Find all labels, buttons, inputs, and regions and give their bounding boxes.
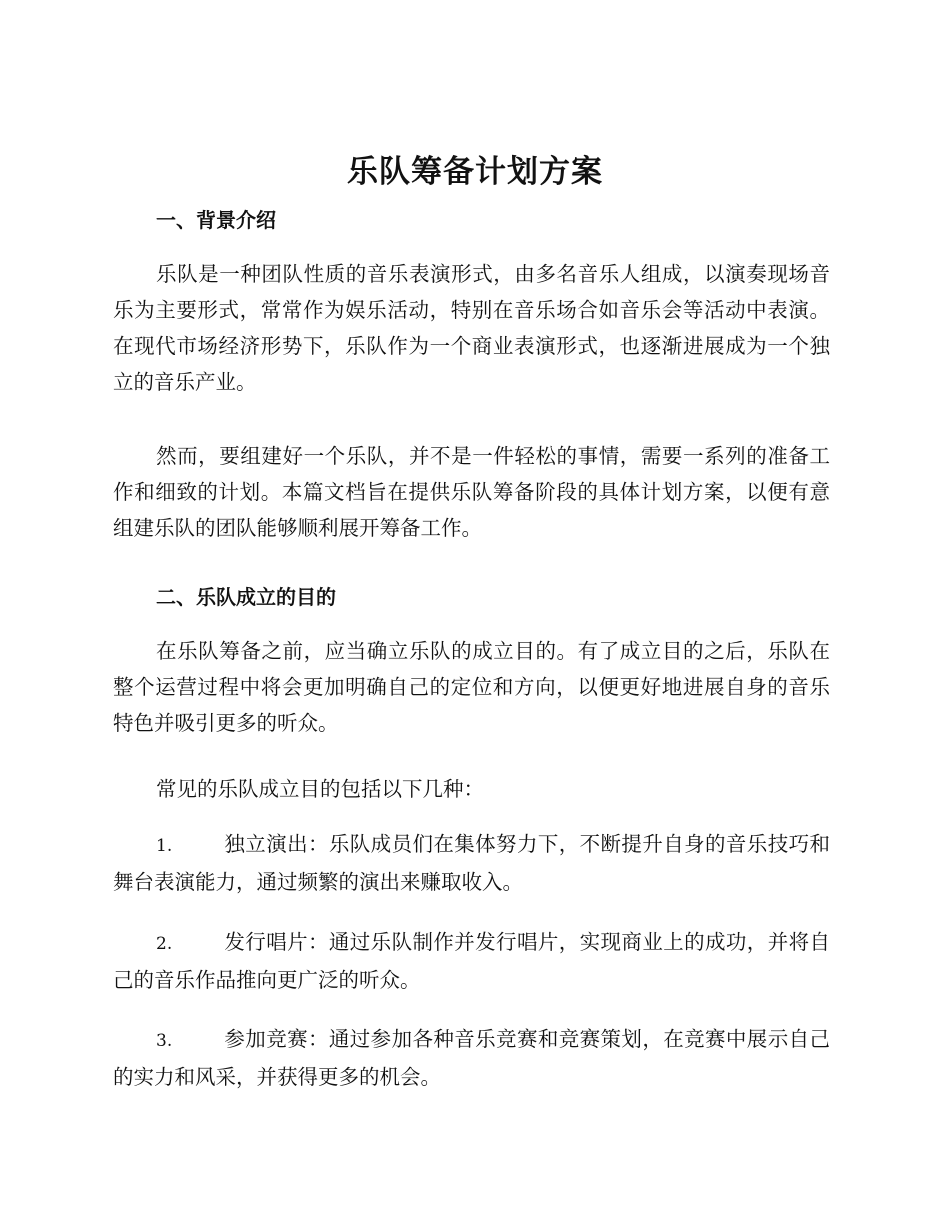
list-item-number: 1. xyxy=(156,836,173,856)
section-heading-background: 一、背景介绍 xyxy=(156,208,276,232)
list-item-text: 参加竞赛：通过参加各种音乐竞赛和竞赛策划，在竞赛中展示自己的实力和风采，并获得更多的机会。 xyxy=(113,1027,830,1089)
list-item xyxy=(113,826,830,900)
list-item-number: 2. xyxy=(156,934,173,954)
paragraph-purpose-2: 常见的乐队成立目的包括以下几种： xyxy=(156,777,484,801)
section-heading-purpose: 二、乐队成立的目的 xyxy=(156,585,336,609)
document-title: 乐队筹备计划方案 xyxy=(347,154,603,190)
paragraph-background-2: 然而，要组建好一个乐队，并不是一件轻松的事情，需要一系列的准备工作和细致的计划。本篇文档旨在提供乐队筹备阶段的具体计划方案，以便有意组建乐队的团队能够顺利展开筹备工作。 xyxy=(113,444,830,540)
paragraph-background-1: 乐队是一种团队性质的音乐表演形式，由多名音乐人组成，以演奏现场音乐为主要形式，常常作为娱乐活动，特别在音乐场合如音乐会等活动中表演。在现代市场经济形势下，乐队作为一个商业表演形式，也逐渐进展成为一个独立的音乐产业。 xyxy=(113,262,830,394)
list-item-number: 3. xyxy=(156,1031,173,1051)
list-item-text: 独立演出：乐队成员们在集体努力下，不断提升自身的音乐技巧和舞台表演能力，通过频繁的演出来赚取收入。 xyxy=(113,832,830,894)
list-item xyxy=(113,1021,830,1095)
list-item-text: 发行唱片：通过乐队制作并发行唱片，实现商业上的成功，并将自己的音乐作品推向更广泛的听众。 xyxy=(113,930,830,992)
paragraph-purpose-1: 在乐队筹备之前，应当确立乐队的成立目的。有了成立目的之后，乐队在整个运营过程中将会更加明确自己的定位和方向，以便更好地进展自身的音乐特色并吸引更多的听众。 xyxy=(113,639,830,735)
list-item xyxy=(113,924,830,998)
